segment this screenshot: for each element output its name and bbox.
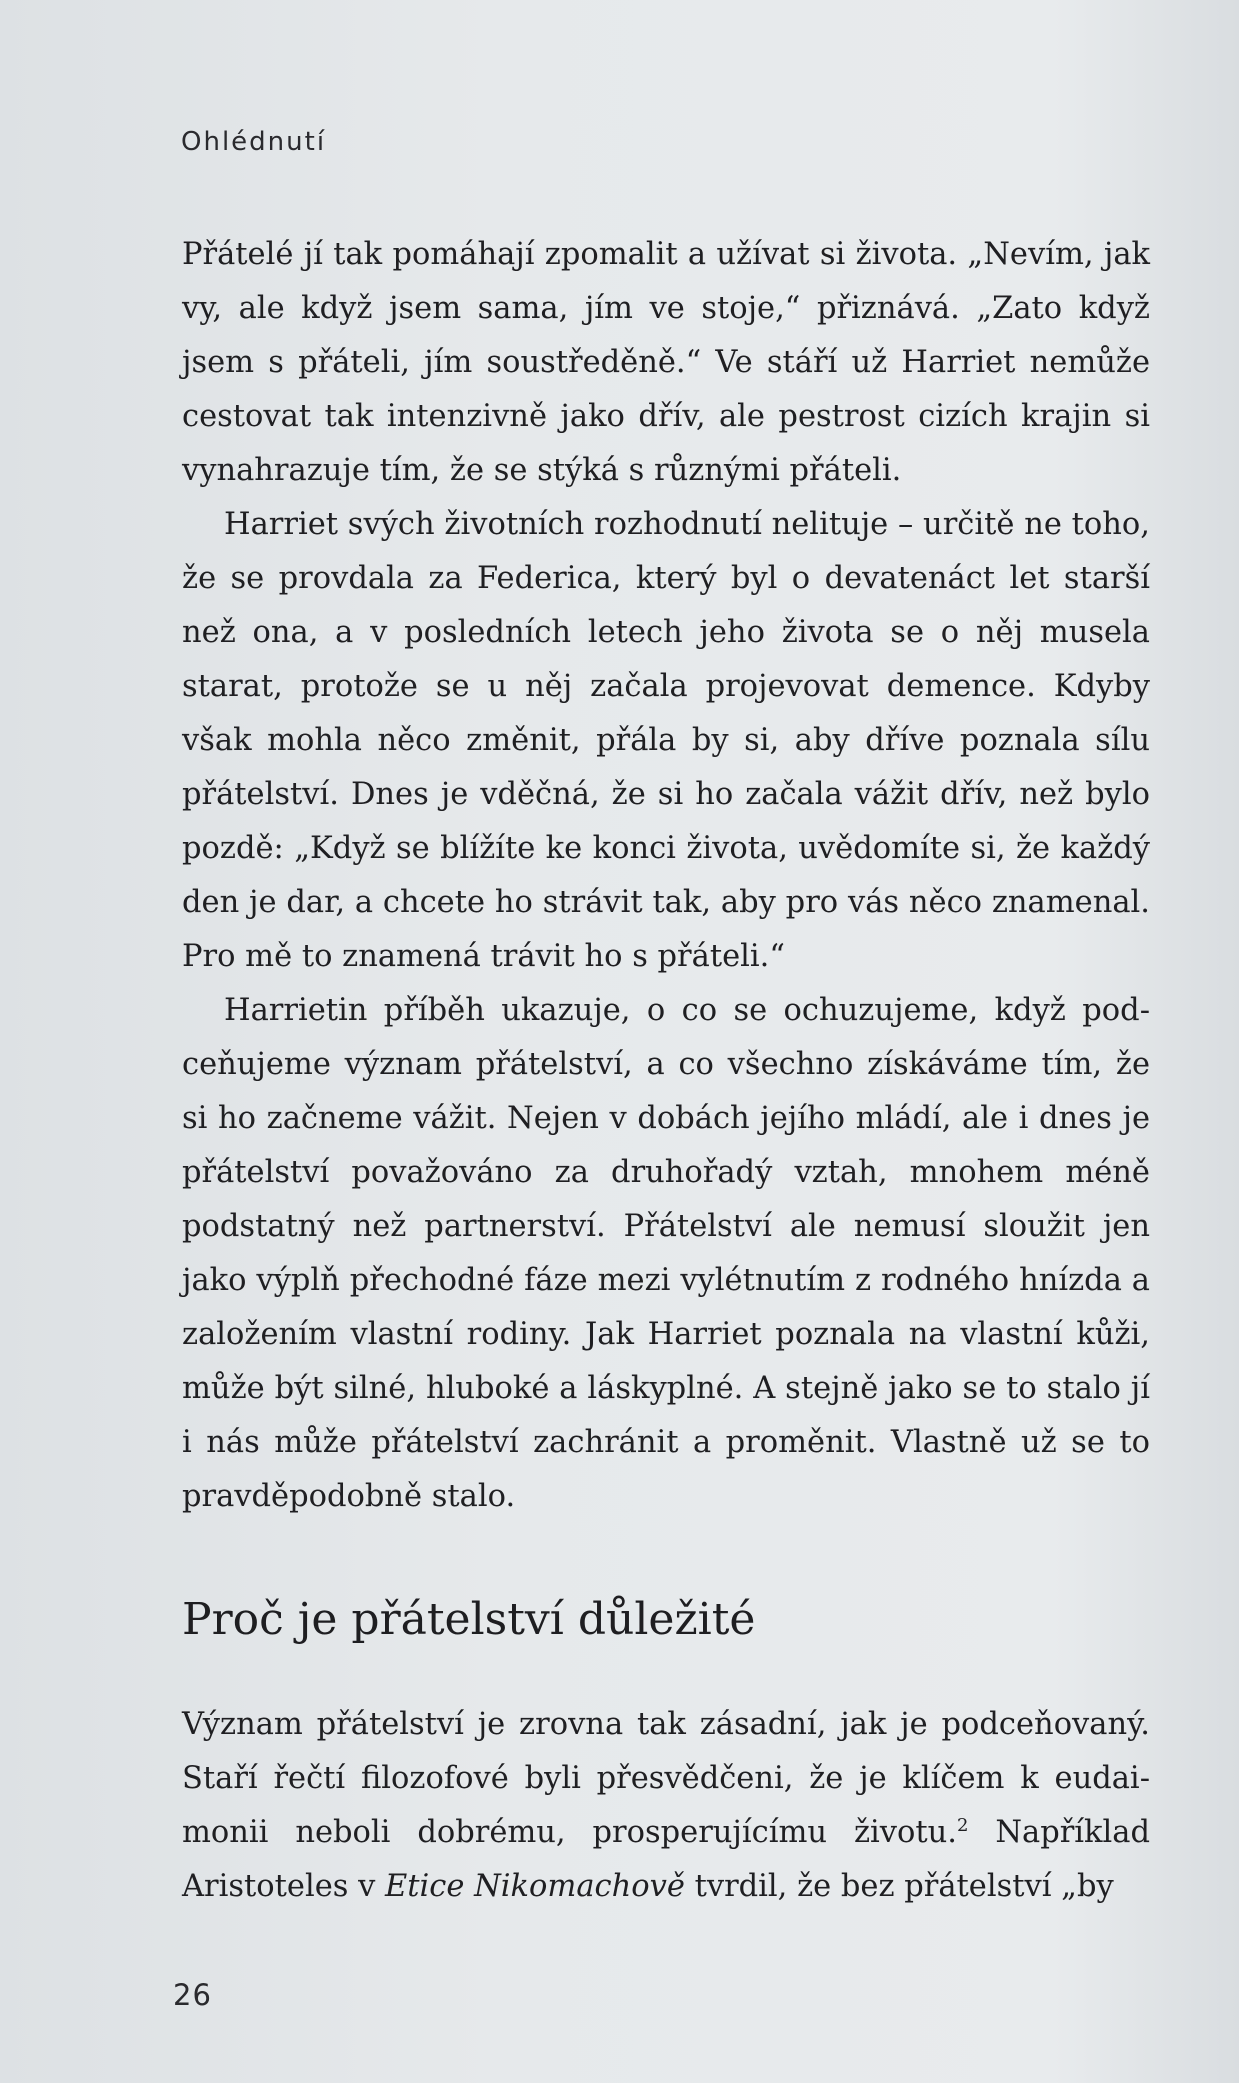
body-text bbox=[182, 228, 1150, 1524]
section-heading: Proč je přátelství důležité bbox=[182, 1594, 756, 1645]
book-title: Etice Nikomachově bbox=[385, 1869, 685, 1904]
section-paragraph bbox=[182, 1698, 1150, 1914]
paragraph-2: Harriet svých životních rozhodnutí nelituje – určitě ne toho, že se provdala za Federica, který byl o devatenáct let starší než ona, a v posledních letech jeho života se o něj musela starat, protože se u něj začala projevovat demence. Kdyby však mohla něco změnit, přála by si, aby dříve poznala sílu přátelství. Dnes je vděčná, že si ho začala vážit dřív, než bylo pozdě: „Když se blížíte ke konci života, uvědomíte si, že každý den je dar, a chcete ho strávit tak, aby pro vás něco znamenal. Pro mě to znamená trávit ho s přáteli.“ bbox=[182, 507, 1150, 974]
running-head: Ohlédnutí bbox=[181, 127, 327, 157]
section-text-start: Význam přátelství je zrovna tak zásadní, jak je podceňovaný. Staří řečtí filozofové byli přesvědčeni, že je klíčem k eudaimonii neboli dobrému, prosperujícímu životu. bbox=[182, 1707, 1150, 1850]
footnote-reference: 2 bbox=[956, 1814, 969, 1836]
paragraph-1: Přátelé jí tak pomáhají zpomalit a užívat si života. „Nevím, jak vy, ale když jsem sama, jím ve stoje,“ přiznává. „Zato když jsem s přáteli, jím soustředěně.“ Ve stáří už Harriet nemůže cestovat tak intenzivně jako dřív, ale pestrost cizích krajin si vynahrazuje tím, že se stýká s různými přáteli. bbox=[182, 237, 1150, 488]
section-text-end: tvrdil, že bez přátelství „by bbox=[684, 1869, 1114, 1904]
section-text-middle: Například Aristoteles v bbox=[182, 1815, 1150, 1904]
paragraph-3: Harrietin příběh ukazuje, o co se ochuzujeme, když podceňujeme význam přátelství, a co všechno získáváme tím, že si ho začneme vážit. Nejen v dobách jejího mládí, ale i dnes je přátelství považováno za druhořadý vztah, mnohem méně podstatný než partnerství. Přátelství ale nemusí sloužit jen jako výplň přechodné fáze mezi vylétnutím z rodného hnízda a založením vlastní rodiny. Jak Harriet poznala na vlastní kůži, může být silné, hluboké a láskyplné. A stejně jako se to stalo jí i nás může přátelství zachránit a proměnit. Vlastně už se to pravděpodobně stalo. bbox=[182, 993, 1150, 1514]
section-text bbox=[182, 1698, 1150, 1914]
page-number: 26 bbox=[173, 1978, 212, 2012]
